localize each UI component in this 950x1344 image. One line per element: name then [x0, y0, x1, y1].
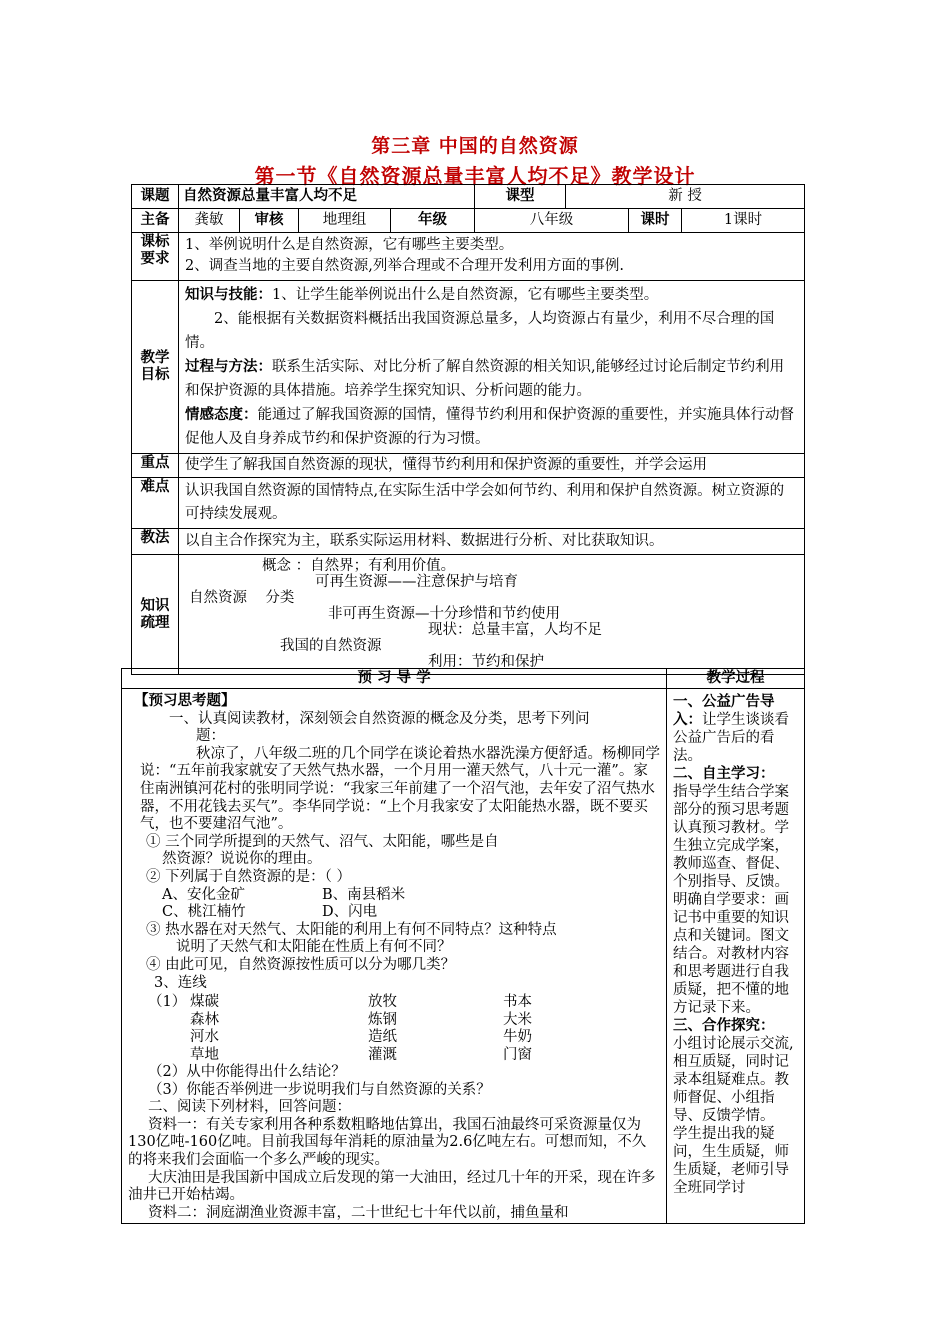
chapter-title: 第三章 中国的自然资源 [371, 135, 579, 157]
outline-resources: 自然资源 分类 [189, 590, 295, 606]
outline-use: 利用：节约和保护 [428, 654, 544, 670]
study-table [121, 668, 805, 1224]
outline-status: 现状：总量丰富，人均不足 [428, 622, 602, 638]
matching-q3: （3）你能否举例进一步说明我们与自然资源的关系？ [148, 1081, 491, 1098]
difficult-text: 认识我国自然资源的国情特点,在实际生活中学会如何节约、利用和保护自然资源。树立资源的可持续发展观。 [179, 478, 805, 529]
option-d: D、闪电 [322, 904, 378, 921]
match-left-4: 草地 [190, 1046, 219, 1063]
standards-label: 课标要求 [132, 233, 179, 281]
knowledge-2: 2、能根据有关数据资料概括出我国资源总量多，人均资源占有量少，利用不尽合理的国情。 [185, 311, 775, 351]
goals-content [179, 281, 805, 454]
outline-content [179, 555, 805, 675]
match-mid-4: 灌溉 [368, 1046, 397, 1063]
match-right-4: 门窗 [503, 1046, 532, 1063]
step-3-heading: 三、合作探究： [673, 1018, 775, 1034]
process-header: 教学过程 [667, 669, 805, 689]
matching-grid [148, 992, 660, 1064]
author-label: 主备 [132, 209, 179, 233]
key-text: 使学生了解我国自然资源的现状，懂得节约利用和保护资源的重要性，并学会运用 [179, 454, 805, 478]
type-value: 新 授 [566, 185, 805, 209]
process-content [667, 689, 805, 1224]
match-mid-2: 炼钢 [368, 1011, 397, 1028]
topic-label: 课题 [132, 185, 179, 209]
question-2: 二、阅读下列材料，回答问题： [148, 1099, 351, 1116]
goals-label: 教学目标 [132, 281, 179, 454]
outline-nonrenewable: 非可再生资源—十分珍惜和节约使用 [328, 606, 560, 622]
match-mid-1: 放牧 [368, 994, 397, 1011]
step-1-heading: 一、公益广告导入： [673, 694, 775, 728]
study-content [122, 689, 667, 1224]
section-title: 第一节《自然资源总量丰富人均不足》教学设计 [254, 164, 696, 188]
difficult-label: 难点 [132, 478, 179, 529]
outline-concept: 概念 ：自然界；有利用价值。 [262, 558, 456, 574]
grade-label: 年级 [391, 209, 475, 233]
story-text: 秋凉了，八年级二班的几个同学在谈论着热水器洗澡方便舒适。杨柳同学说：“五年前我家就安了天然气热水器，一个月用一灌天然气，八十元一灌”。家住南洲镇河花村的张明同学说：“我家三年前建了一个沼气池，去年安了沼气热水器，不用花钱去买气”。李华同学说：“上个月我家安了太阳能热水器，既不要买气，也不要建沼气池”。 [140, 745, 660, 833]
topic-value: 自然资源总量丰富人均不足 [179, 185, 475, 209]
method-label: 教法 [132, 529, 179, 555]
match-right-1: 书本 [503, 994, 532, 1011]
step-3-text: 小组讨论展示交流,相互质疑，同时记录本组疑难点。教师督促、小组指导、反馈学情。 [673, 1036, 794, 1124]
matching-title: 3、连线 [154, 974, 207, 991]
type-label: 课型 [475, 185, 566, 209]
emotion-heading: 情感态度： [185, 407, 258, 423]
matching-prefix: （1） [148, 994, 187, 1011]
option-c: C、桃江楠竹 [162, 904, 246, 921]
standard-line-1: 1、举例说明什么是自然资源，它有哪些主要类型。 [185, 237, 514, 253]
knowledge-1: 1、让学生能举例说出什么是自然资源，它有哪些主要类型。 [272, 287, 659, 303]
match-left-2: 森林 [190, 1011, 219, 1028]
knowledge-heading: 知识与技能： [185, 287, 272, 303]
key-label: 重点 [132, 454, 179, 478]
match-right-3: 牛奶 [503, 1029, 532, 1046]
standard-line-2: 2、调查当地的主要自然资源,列举合理或不合理开发利用方面的事例. [185, 258, 624, 274]
emotion-goal: 能通过了解我国资源的国情，懂得节约利用和保护资源的重要性，并实施具体行动督促他人及自身养成节约和保护资源的行为习惯。 [185, 407, 794, 447]
subquestion-3a: ③ 热水器在对天然气、太阳能的利用上有何不同特点？这种特点 [146, 921, 557, 938]
question-1a: 一、认真阅读教材，深刻领会自然资源的概念及分类，思考下列问 [169, 710, 590, 727]
outline-china: 我国的自然资源 [280, 638, 382, 654]
grade-value: 八年级 [475, 209, 629, 233]
process-heading: 过程与方法： [185, 359, 272, 375]
match-left-3: 河水 [190, 1029, 219, 1046]
match-mid-3: 造纸 [368, 1029, 397, 1046]
match-left-1: 煤碳 [190, 994, 219, 1011]
standards-content [179, 233, 805, 281]
review-value: 地理组 [299, 209, 391, 233]
material-1: 资料一：有关专家利用各种系数粗略地估算出，我国石油最终可采资源量仅为130亿吨-160亿吨。目前我国每年消耗的原油量为2.6亿吨左右。可想而知，不久的将来我们会面临一个多么严峻的现实。 [128, 1116, 647, 1169]
question-1b: 题： [196, 728, 225, 745]
author-value: 龚敏 [179, 209, 240, 233]
step-1-text: 让学生谈谈看公益广告后的看法。 [673, 712, 789, 764]
option-b: B、南县稻米 [322, 886, 406, 903]
matching-q2: （2）从中你能得出什么结论？ [148, 1064, 346, 1081]
outline-label: 知识疏理 [132, 555, 179, 675]
lesson-plan-table [131, 184, 805, 675]
material-1b: 大庆油田是我国新中国成立后发现的第一大油田，经过几十年的开采，现在许多油井已开始枯竭。 [128, 1169, 656, 1204]
review-label: 审核 [240, 209, 299, 233]
match-right-2: 大米 [503, 1011, 532, 1028]
option-a: A、安化金矿 [162, 886, 245, 903]
subquestion-4: ④ 由此可见，自然资源按性质可以分为哪几类？ [146, 956, 456, 973]
subquestion-1a: ① 三个同学所提到的天然气、沼气、太阳能，哪些是自 [146, 833, 499, 850]
subquestion-2: ② 下列属于自然资源的是：（ ） [146, 868, 351, 885]
material-2: 资料二：洞庭湖渔业资源丰富，二十世纪七十年代以前，捕鱼量和 [148, 1204, 569, 1221]
hours-label: 课时 [629, 209, 682, 233]
subquestion-1b: 然资源？说说你的理由。 [162, 851, 322, 868]
outline-renewable: 可再生资源——注意保护与培育 [315, 574, 518, 590]
study-title: 【预习思考题】 [134, 693, 236, 709]
study-header: 预 习 导 学 [122, 669, 667, 689]
hours-value: 1课时 [682, 209, 805, 233]
subquestion-3b: 说明了天然气和太阳能在性质上有何不同？ [176, 939, 452, 956]
step-3b-text: 学生提出我的疑问，生生质疑，师生质疑，老师引导全班同学讨 [673, 1126, 789, 1196]
step-2-heading: 二、自主学习： [673, 766, 775, 782]
method-text: 以自主合作探究为主，联系实际运用材料、数据进行分析、对比获取知识。 [179, 529, 805, 555]
step-2-text: 指导学生结合学案部分的预习思考题认真预习教材。学生独立完成学案，教师巡查、督促、个别指导、反馈。明确自学要求：画记书中重要的知识点和关键词。图文结合。对教材内容和思考题进行自我质疑，把不懂的地方记录下来。 [673, 784, 789, 1016]
process-goal: 联系生活实际、对比分析了解自然资源的相关知识,能够经过讨论后制定节约利用和保护资源的具体措施。培养学生探究知识、分析问题的能力。 [185, 359, 785, 399]
